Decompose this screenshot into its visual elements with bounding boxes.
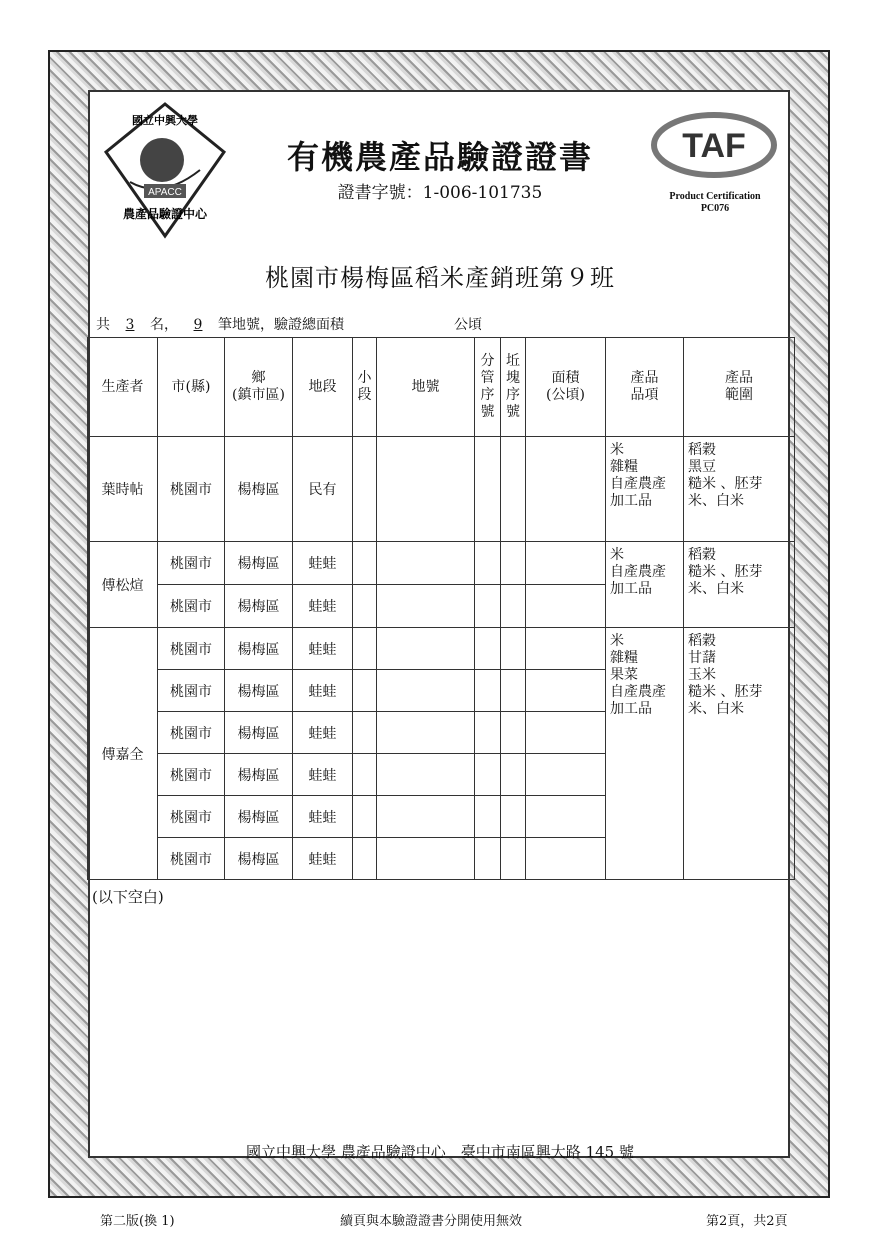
header-cell: 小 段 [353,338,377,437]
empty-cell [501,796,526,838]
continuation-notice: 續頁與本驗證證書分開使用無效 [340,1214,523,1229]
producer-count: 3 [125,317,135,333]
empty-cell [377,437,475,542]
empty-cell [475,712,501,754]
apacc-logo [100,100,230,240]
section-cell: 蛙蛙 [293,838,353,880]
empty-cell [501,437,526,542]
district-cell: 楊梅區 [225,670,293,712]
city-cell: 桃園市 [158,754,225,796]
district-cell: 楊梅區 [225,437,293,542]
empty-cell [353,585,377,628]
product-range: 稻穀 黑豆 糙米 、胚芽 米、白米 [684,437,795,542]
empty-cell [377,585,475,628]
taf-logo [648,110,780,180]
empty-cell [353,712,377,754]
empty-cell [377,712,475,754]
city-cell: 桃園市 [158,542,225,585]
empty-cell [526,712,606,754]
empty-cell [526,796,606,838]
empty-cell [501,585,526,628]
empty-cell [353,838,377,880]
svg-text:APACC: APACC [148,187,182,198]
section-cell: 蛙蛙 [293,542,353,585]
section-cell: 蛙蛙 [293,754,353,796]
city-cell: 桃園市 [158,712,225,754]
producer-name: 葉時帖 [88,437,158,542]
empty-cell [475,585,501,628]
empty-cell [501,628,526,670]
header-cell: 面積 (公頃) [526,338,606,437]
section-cell: 蛙蛙 [293,585,353,628]
section-cell: 蛙蛙 [293,712,353,754]
product-items: 米 雜糧 果菜 自產農產 加工品 [606,628,684,880]
section-cell: 蛙蛙 [293,628,353,670]
empty-cell [526,670,606,712]
product-items: 米 自產農產 加工品 [606,542,684,628]
version-label: 第二版(換 1) [100,1214,175,1229]
header-cell: 地號 [377,338,475,437]
header-cell: 產品 範圍 [684,338,795,437]
parcel-table [87,337,795,880]
empty-cell [353,437,377,542]
district-cell: 楊梅區 [225,585,293,628]
footer-address: 國立中興大學 農產品驗證中心 臺中市南區興大路 145 號 [246,1143,634,1161]
header-cell: 地段 [293,338,353,437]
summary-line: 共 3 名， 9 筆地號，驗證總面積 公頃 [96,317,482,333]
table-row [88,542,795,585]
empty-cell [475,542,501,585]
header-cell: 坵 塊 序 號 [501,338,526,437]
city-cell: 桃園市 [158,437,225,542]
district-cell: 楊梅區 [225,628,293,670]
empty-cell [475,796,501,838]
empty-cell [353,754,377,796]
district-cell: 楊梅區 [225,838,293,880]
empty-cell [353,796,377,838]
city-cell: 桃園市 [158,585,225,628]
producer-name: 傅松煊 [88,542,158,628]
svg-text:農產品驗證中心: 農產品驗證中心 [122,207,208,221]
empty-cell [526,754,606,796]
logo-university-text: 國立中興大學 [132,114,198,127]
table-row [88,437,795,542]
empty-cell [475,838,501,880]
empty-cell [475,754,501,796]
taf-caption: Product Certification PC076 [669,191,761,214]
empty-cell [353,628,377,670]
parcel-count: 9 [193,317,203,333]
taf-logo-text: TAF [682,127,746,165]
header-cell: 分 管 序 號 [475,338,501,437]
product-items: 米 雜糧 自產農產 加工品 [606,437,684,542]
blank-note: (以下空白) [92,888,164,906]
empty-cell [475,437,501,542]
header-cell: 產品 品項 [606,338,684,437]
empty-cell [377,754,475,796]
empty-cell [501,542,526,585]
header-cell: 鄉 (鎮市區) [225,338,293,437]
city-cell: 桃園市 [158,796,225,838]
city-cell: 桃園市 [158,628,225,670]
district-cell: 楊梅區 [225,796,293,838]
empty-cell [377,542,475,585]
empty-cell [353,542,377,585]
producer-name: 傅嘉全 [88,628,158,880]
district-cell: 楊梅區 [225,542,293,585]
empty-cell [501,670,526,712]
city-cell: 桃園市 [158,670,225,712]
empty-cell [501,754,526,796]
empty-cell [526,628,606,670]
empty-cell [501,838,526,880]
section-cell: 蛙蛙 [293,796,353,838]
empty-cell [526,542,606,585]
empty-cell [377,670,475,712]
empty-cell [377,628,475,670]
district-cell: 楊梅區 [225,754,293,796]
empty-cell [377,838,475,880]
product-range: 稻穀 甘藷 玉米 糙米 、胚芽 米、白米 [684,628,795,880]
empty-cell [475,670,501,712]
header-cell: 市(縣) [158,338,225,437]
section-cell: 蛙蛙 [293,670,353,712]
empty-cell [526,437,606,542]
section-cell: 民有 [293,437,353,542]
certificate-number: 證書字號：1-006-101735 [337,183,543,203]
empty-cell [526,585,606,628]
page-number: 第2頁，共2頁 [706,1214,788,1229]
empty-cell [353,670,377,712]
certificate-title: 有機農產品驗證證書 [286,138,593,176]
empty-cell [526,838,606,880]
city-cell: 桃園市 [158,838,225,880]
group-name: 桃園市楊梅區稻米產銷班第９班 [265,264,615,292]
district-cell: 楊梅區 [225,712,293,754]
empty-cell [377,796,475,838]
table-row [88,628,795,670]
empty-cell [501,712,526,754]
empty-cell [475,628,501,670]
product-range: 稻穀 糙米 、胚芽 米、白米 [684,542,795,628]
header-cell: 生產者 [88,338,158,437]
